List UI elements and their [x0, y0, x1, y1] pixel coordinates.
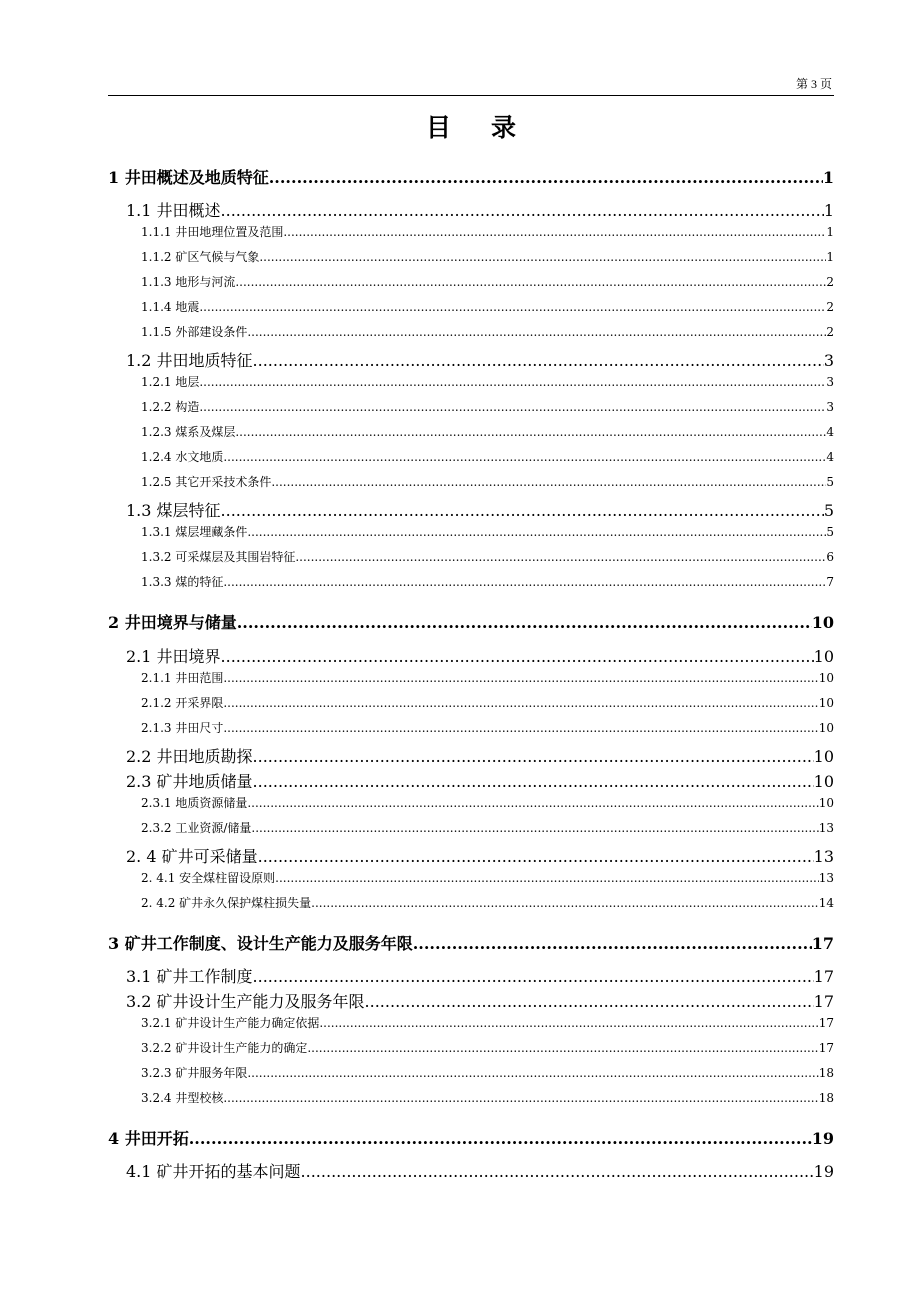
dot-leader [269, 168, 823, 187]
dot-leader [271, 475, 826, 489]
dot-leader [259, 250, 826, 264]
dot-leader [247, 325, 826, 339]
toc-entry-label: 1.2.4 水文地质 [141, 450, 224, 464]
dot-leader [221, 201, 824, 220]
dot-leader [251, 821, 818, 835]
dot-leader [319, 1016, 818, 1030]
dot-leader [301, 1162, 814, 1181]
toc-entry[interactable] [141, 669, 834, 686]
toc-entry-page: 1 [823, 201, 834, 220]
toc-entry-page: 10 [818, 796, 834, 810]
toc-entry-page: 2 [826, 275, 834, 289]
dot-leader [253, 772, 814, 791]
dot-leader [223, 696, 818, 710]
toc-entry-label: 1.2 井田地质特征 [126, 351, 253, 370]
toc-entry-page: 18 [818, 1066, 834, 1080]
toc-entry-label: 2.1.3 井田尺寸 [141, 721, 224, 735]
toc-entry-label: 1.1 井田概述 [126, 201, 221, 220]
toc-entry-label: 1.3.2 可采煤层及其围岩特征 [141, 550, 296, 564]
toc-entry[interactable] [141, 473, 834, 490]
toc-entry[interactable] [141, 794, 834, 811]
toc-entry-label: 1.3 煤层特征 [126, 501, 221, 520]
dot-leader [199, 400, 826, 414]
dot-leader [221, 501, 824, 520]
toc-entry-page: 10 [818, 671, 834, 685]
toc-entry-page: 19 [811, 1129, 834, 1148]
dot-leader [295, 550, 826, 564]
toc-entry-page: 10 [813, 647, 834, 666]
toc-entry[interactable] [141, 894, 834, 911]
toc-entry[interactable] [126, 769, 834, 792]
toc-entry-page: 13 [813, 847, 834, 866]
toc-entry[interactable] [141, 694, 834, 711]
toc-entry-label: 3.2.3 矿井服务年限 [141, 1066, 248, 1080]
toc-entry[interactable] [141, 448, 834, 465]
toc-entry-label: 2. 4.1 安全煤柱留设原则 [141, 871, 276, 885]
toc-entry-label: 1.2.5 其它开采技术条件 [141, 475, 272, 489]
toc-entry-page: 17 [813, 992, 834, 1011]
toc-entry-page: 14 [818, 896, 834, 910]
toc-entry-label: 1.3.1 煤层埋藏条件 [141, 525, 248, 539]
toc-entry[interactable] [141, 869, 834, 886]
toc-entry[interactable] [141, 819, 834, 836]
toc-entry[interactable] [126, 844, 834, 867]
toc-entry-label: 1.2.2 构造 [141, 400, 200, 414]
toc-entry-page: 1 [822, 168, 834, 187]
toc-entry-page: 10 [813, 772, 834, 791]
toc-entry-page: 10 [813, 747, 834, 766]
toc-entry-page: 17 [818, 1041, 834, 1055]
toc-entry-label: 2.3 矿井地质储量 [126, 772, 253, 791]
header-rule [108, 95, 834, 96]
toc-entry-label: 1.1.4 地震 [141, 300, 200, 314]
dot-leader [253, 747, 814, 766]
toc-entry-label: 2.3.2 工业资源/储量 [141, 821, 252, 835]
toc-entry-page: 7 [826, 575, 834, 589]
toc-entry-page: 13 [818, 871, 834, 885]
toc-entry[interactable] [141, 398, 834, 415]
toc-entry[interactable] [126, 198, 834, 221]
toc-entry[interactable] [141, 273, 834, 290]
dot-leader [223, 721, 818, 735]
toc-entry-label: 3.2.1 矿井设计生产能力确定依据 [141, 1016, 320, 1030]
dot-leader [247, 1066, 818, 1080]
dot-leader [235, 275, 826, 289]
toc-entry-page: 10 [818, 696, 834, 710]
toc-entry-label: 2. 4 矿井可采储量 [126, 847, 258, 866]
toc-entry-label: 1.1.2 矿区气候与气象 [141, 250, 260, 264]
dot-leader [223, 450, 826, 464]
toc-entry[interactable] [126, 1159, 834, 1182]
dot-leader [253, 967, 814, 986]
toc-entry-label: 2.3.1 地质资源储量 [141, 796, 248, 810]
toc-entry[interactable] [126, 644, 834, 667]
dot-leader [223, 671, 818, 685]
toc-entry-page: 10 [818, 721, 834, 735]
toc-entry[interactable] [126, 348, 834, 371]
toc-entry[interactable] [141, 423, 834, 440]
toc-entry-label: 2.1 井田境界 [126, 647, 221, 666]
toc-entry[interactable] [141, 548, 834, 565]
toc-entry[interactable] [141, 1014, 834, 1031]
toc-entry-label: 3 矿井工作制度、设计生产能力及服务年限 [108, 934, 413, 953]
toc-entry-page: 4 [826, 425, 834, 439]
toc-entry-label: 3.2.4 井型校核 [141, 1091, 224, 1105]
toc-entry[interactable] [126, 744, 834, 767]
toc-entry-page: 2 [826, 325, 834, 339]
toc-entry-page: 17 [818, 1016, 834, 1030]
toc-entry-page: 3 [823, 351, 834, 370]
dot-leader [253, 351, 824, 370]
dot-leader [223, 575, 826, 589]
toc-entry[interactable] [141, 298, 834, 315]
dot-leader [223, 1091, 818, 1105]
toc-entry-label: 4 井田开拓 [108, 1129, 189, 1148]
toc-entry-label: 3.1 矿井工作制度 [126, 967, 253, 986]
toc-entry-page: 18 [818, 1091, 834, 1105]
toc-entry-label: 1.2.1 地层 [141, 375, 200, 389]
dot-leader [311, 896, 819, 910]
toc-entry[interactable] [141, 248, 834, 265]
toc-entry-label: 2.2 井田地质勘探 [126, 747, 253, 766]
toc-entry[interactable] [141, 323, 834, 340]
toc-entry-page: 3 [826, 375, 834, 389]
toc-entry-label: 1 井田概述及地质特征 [108, 168, 269, 187]
dot-leader [199, 375, 826, 389]
dot-leader [258, 847, 814, 866]
toc-entry-label: 2 井田境界与储量 [108, 613, 237, 632]
dot-leader [199, 300, 826, 314]
toc-entry-label: 3.2.2 矿井设计生产能力的确定 [141, 1041, 308, 1055]
toc-entry-label: 2.1.2 开采界限 [141, 696, 224, 710]
toc-entry-label: 4.1 矿井开拓的基本问题 [126, 1162, 301, 1181]
toc-entry-page: 5 [826, 525, 834, 539]
toc-title: 目录 [425, 113, 556, 142]
dot-leader [247, 796, 818, 810]
toc-entry-label: 1.3.3 煤的特征 [141, 575, 224, 589]
toc-entry[interactable] [108, 165, 834, 188]
toc-entry-label: 1.2.3 煤系及煤层 [141, 425, 236, 439]
toc-entry-page: 5 [823, 501, 834, 520]
dot-leader [413, 934, 812, 953]
toc-entry[interactable] [141, 573, 834, 590]
toc-entry[interactable] [141, 1039, 834, 1056]
dot-leader [221, 647, 814, 666]
toc-entry[interactable] [108, 610, 834, 633]
toc-entry[interactable] [141, 719, 834, 736]
toc-entry-page: 17 [811, 934, 834, 953]
toc-entry[interactable] [141, 1089, 834, 1106]
toc-entry-page: 1 [826, 225, 834, 239]
toc-entry-label: 2. 4.2 矿井永久保护煤柱损失量 [141, 896, 312, 910]
toc-entry-label: 1.1.5 外部建设条件 [141, 325, 248, 339]
toc-entry-page: 1 [826, 250, 834, 264]
dot-leader [237, 613, 812, 632]
dot-leader [365, 992, 814, 1011]
toc-entry-page: 3 [826, 400, 834, 414]
toc-entry-label: 1.1.3 地形与河流 [141, 275, 236, 289]
toc-entry-label: 1.1.1 井田地理位置及范围 [141, 225, 284, 239]
toc-entry-page: 10 [811, 613, 834, 632]
toc-entry-page: 4 [826, 450, 834, 464]
toc-entry-page: 17 [813, 967, 834, 986]
dot-leader [307, 1041, 818, 1055]
dot-leader [275, 871, 819, 885]
toc-entry-page: 19 [813, 1162, 834, 1181]
toc-entry[interactable] [141, 373, 834, 390]
toc-entry-page: 2 [826, 300, 834, 314]
dot-leader [283, 225, 826, 239]
toc-entry[interactable] [141, 223, 834, 240]
toc-entry-label: 2.1.1 井田范围 [141, 671, 224, 685]
toc-entry[interactable] [141, 523, 834, 540]
toc-entry-page: 5 [826, 475, 834, 489]
toc-entry[interactable] [108, 1126, 834, 1149]
dot-leader [189, 1129, 812, 1148]
toc-entry-page: 13 [818, 821, 834, 835]
toc-entry[interactable] [126, 964, 834, 987]
toc-entry[interactable] [126, 498, 834, 521]
dot-leader [235, 425, 826, 439]
toc-entry[interactable] [126, 989, 834, 1012]
page-number: 第 3 页 [795, 77, 832, 91]
toc-entry[interactable] [108, 931, 834, 954]
toc-entry-page: 6 [826, 550, 834, 564]
dot-leader [247, 525, 826, 539]
toc-entry[interactable] [141, 1064, 834, 1081]
toc-entry-label: 3.2 矿井设计生产能力及服务年限 [126, 992, 365, 1011]
